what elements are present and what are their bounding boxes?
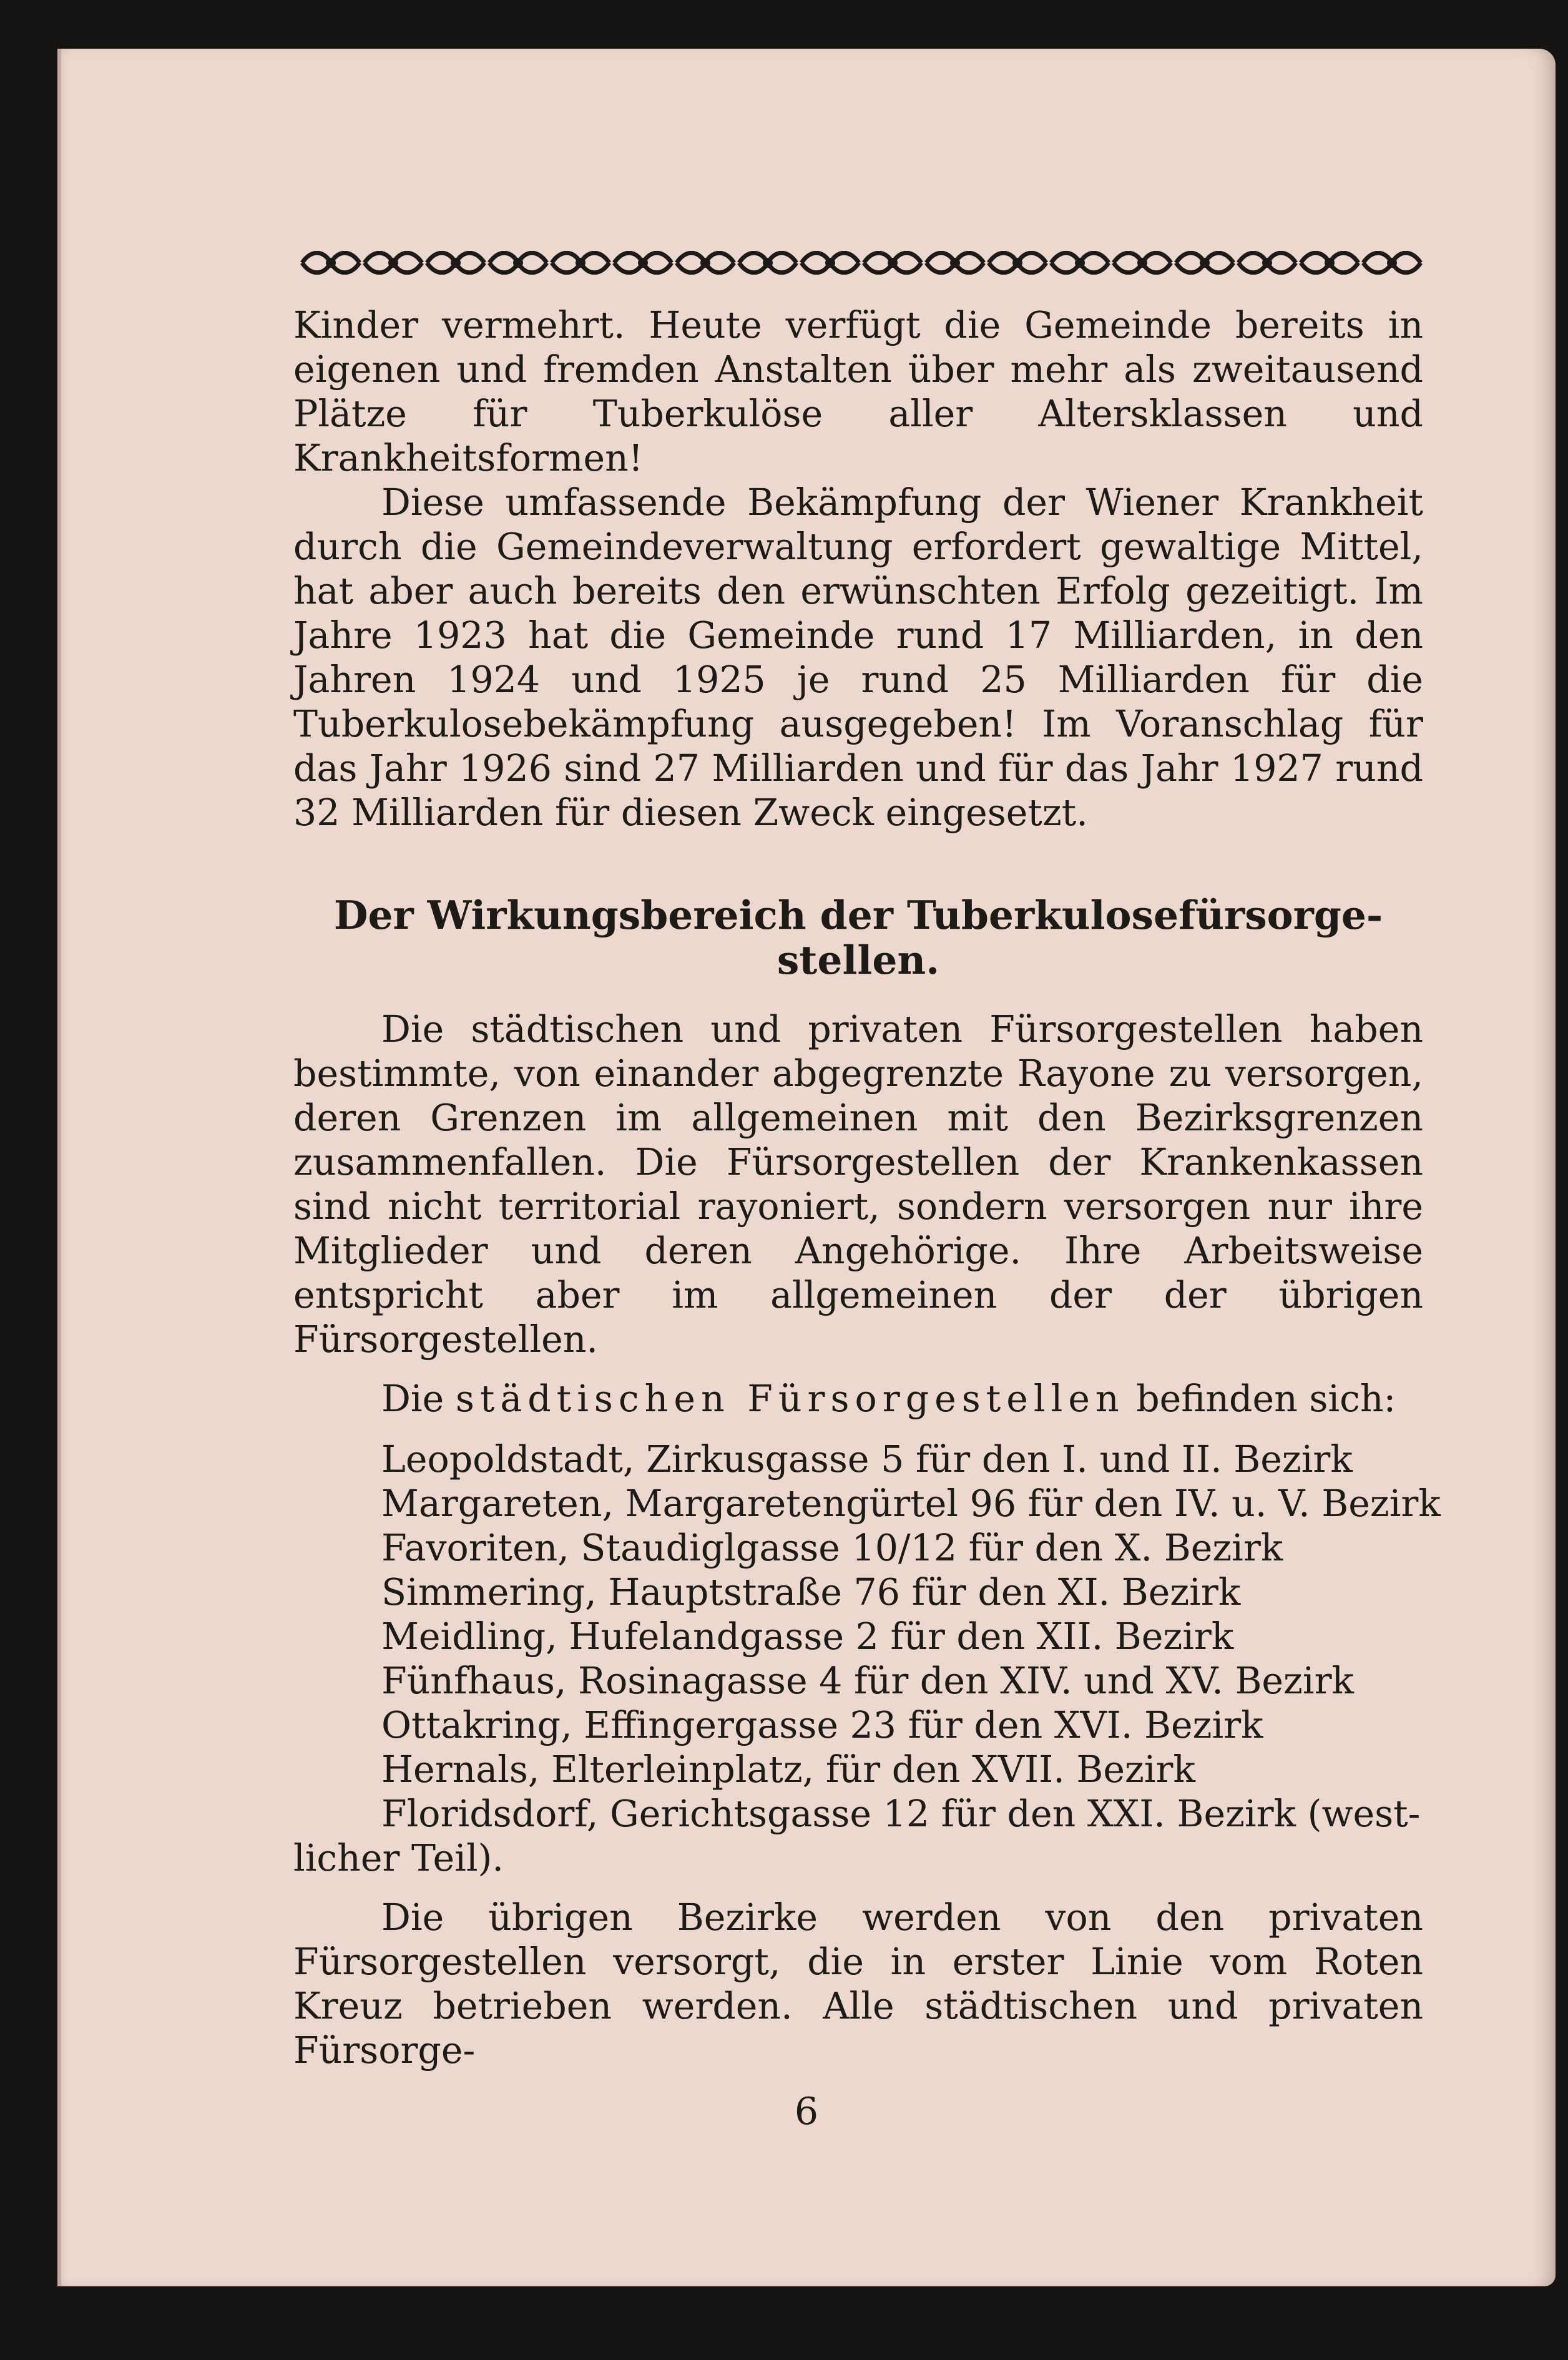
list-item: Hernals, Elterleinplatz, für den XVII. Bezirk — [381, 1748, 1195, 1791]
list-item: Favoriten, Staudiglgasse 10/12 für den X. Bezirk — [381, 1527, 1283, 1569]
intro-prefix: Die — [381, 1378, 456, 1420]
list-item: Ottakring, Effingergasse 23 für den XVI. Bezirk — [381, 1704, 1263, 1746]
ornamental-border-icon — [300, 248, 1423, 277]
list-item: Margareten, Margaretengürtel 96 für den IV. u. V. Bezirk — [381, 1482, 1441, 1525]
list-item-continuation: licher Teil). — [293, 1837, 504, 1879]
page-text — [293, 303, 1441, 2073]
page-number: 6 — [794, 2090, 819, 2133]
intro-suffix: befinden sich: — [1124, 1378, 1396, 1420]
list-item: Fünfhaus, Rosinagasse 4 für den XIV. und XV. Bezirk — [381, 1660, 1354, 1702]
list-item: Meidling, Hufelandgasse 2 für den XII. Bezirk — [381, 1615, 1234, 1658]
location-list — [293, 1437, 1441, 1881]
paragraph-rayons: Die städtischen und privaten Fürsorgestellen haben bestimmte, von einander abgegrenzte Rayone zu versorgen, deren Grenzen im allgemeinen mit den Bezirksgrenzen zusammenfallen. Die Fürsorgestellen der Krankenkassen sind nicht territorial rayoniert, sondern versorgen nur ihre Mitglieder und deren Angehörige. Ihre Arbeitsweise entspricht aber im allgemeinen der der übrigen Fürsorgestellen. — [293, 1008, 1423, 1361]
paragraph-intro — [293, 1377, 1423, 1421]
list-item: Floridsdorf, Gerichtsgasse 12 für den XXI. Bezirk (west- — [381, 1793, 1421, 1835]
section-heading-line2: stellen. — [777, 937, 940, 983]
list-item: Simmering, Hauptstraße 76 für den XI. Bezirk — [381, 1571, 1241, 1613]
section-heading — [293, 893, 1423, 982]
paragraph-private: Die übrigen Bezirke werden von den privaten Fürsorgestellen versorgt, die in erster Linie vom Roten Kreuz betrieben werden. Alle städtischen und privaten Fürsorge- — [293, 1896, 1423, 2072]
paragraph-funding: Diese umfassende Bekämpfung der Wiener Krankheit durch die Gemeindeverwaltung erfordert gewaltige Mittel, hat aber auch bereits den erwünschten Erfolg gezeitigt. Im Jahre 1923 hat die Gemeinde rund 17 Milliarden, in den Jahren 1924 und 1925 je rund 25 Milliarden für die Tuberkulosebekämpfung ausgegeben! Im Voranschlag für das Jahr 1926 sind 27 Milliarden und für das Jahr 1927 rund 32 Milliarden für diesen Zweck eingesetzt. — [293, 481, 1423, 834]
section-heading-line1: Der Wirkungsbereich der Tuberkulosefürsorge- — [333, 892, 1383, 938]
intro-spaced-text: städtischen Fürsorgestellen — [455, 1378, 1125, 1420]
paragraph-continued: Kinder vermehrt. Heute verfügt die Gemeinde bereits in eigenen und fremden Anstalten über mehr als zweitausend Plätze für Tuberkulöse aller Altersklassen und Krankheitsformen! — [293, 304, 1423, 479]
book-page — [57, 49, 1556, 2286]
list-item: Leopoldstadt, Zirkusgasse 5 für den I. und II. Bezirk — [381, 1438, 1353, 1481]
